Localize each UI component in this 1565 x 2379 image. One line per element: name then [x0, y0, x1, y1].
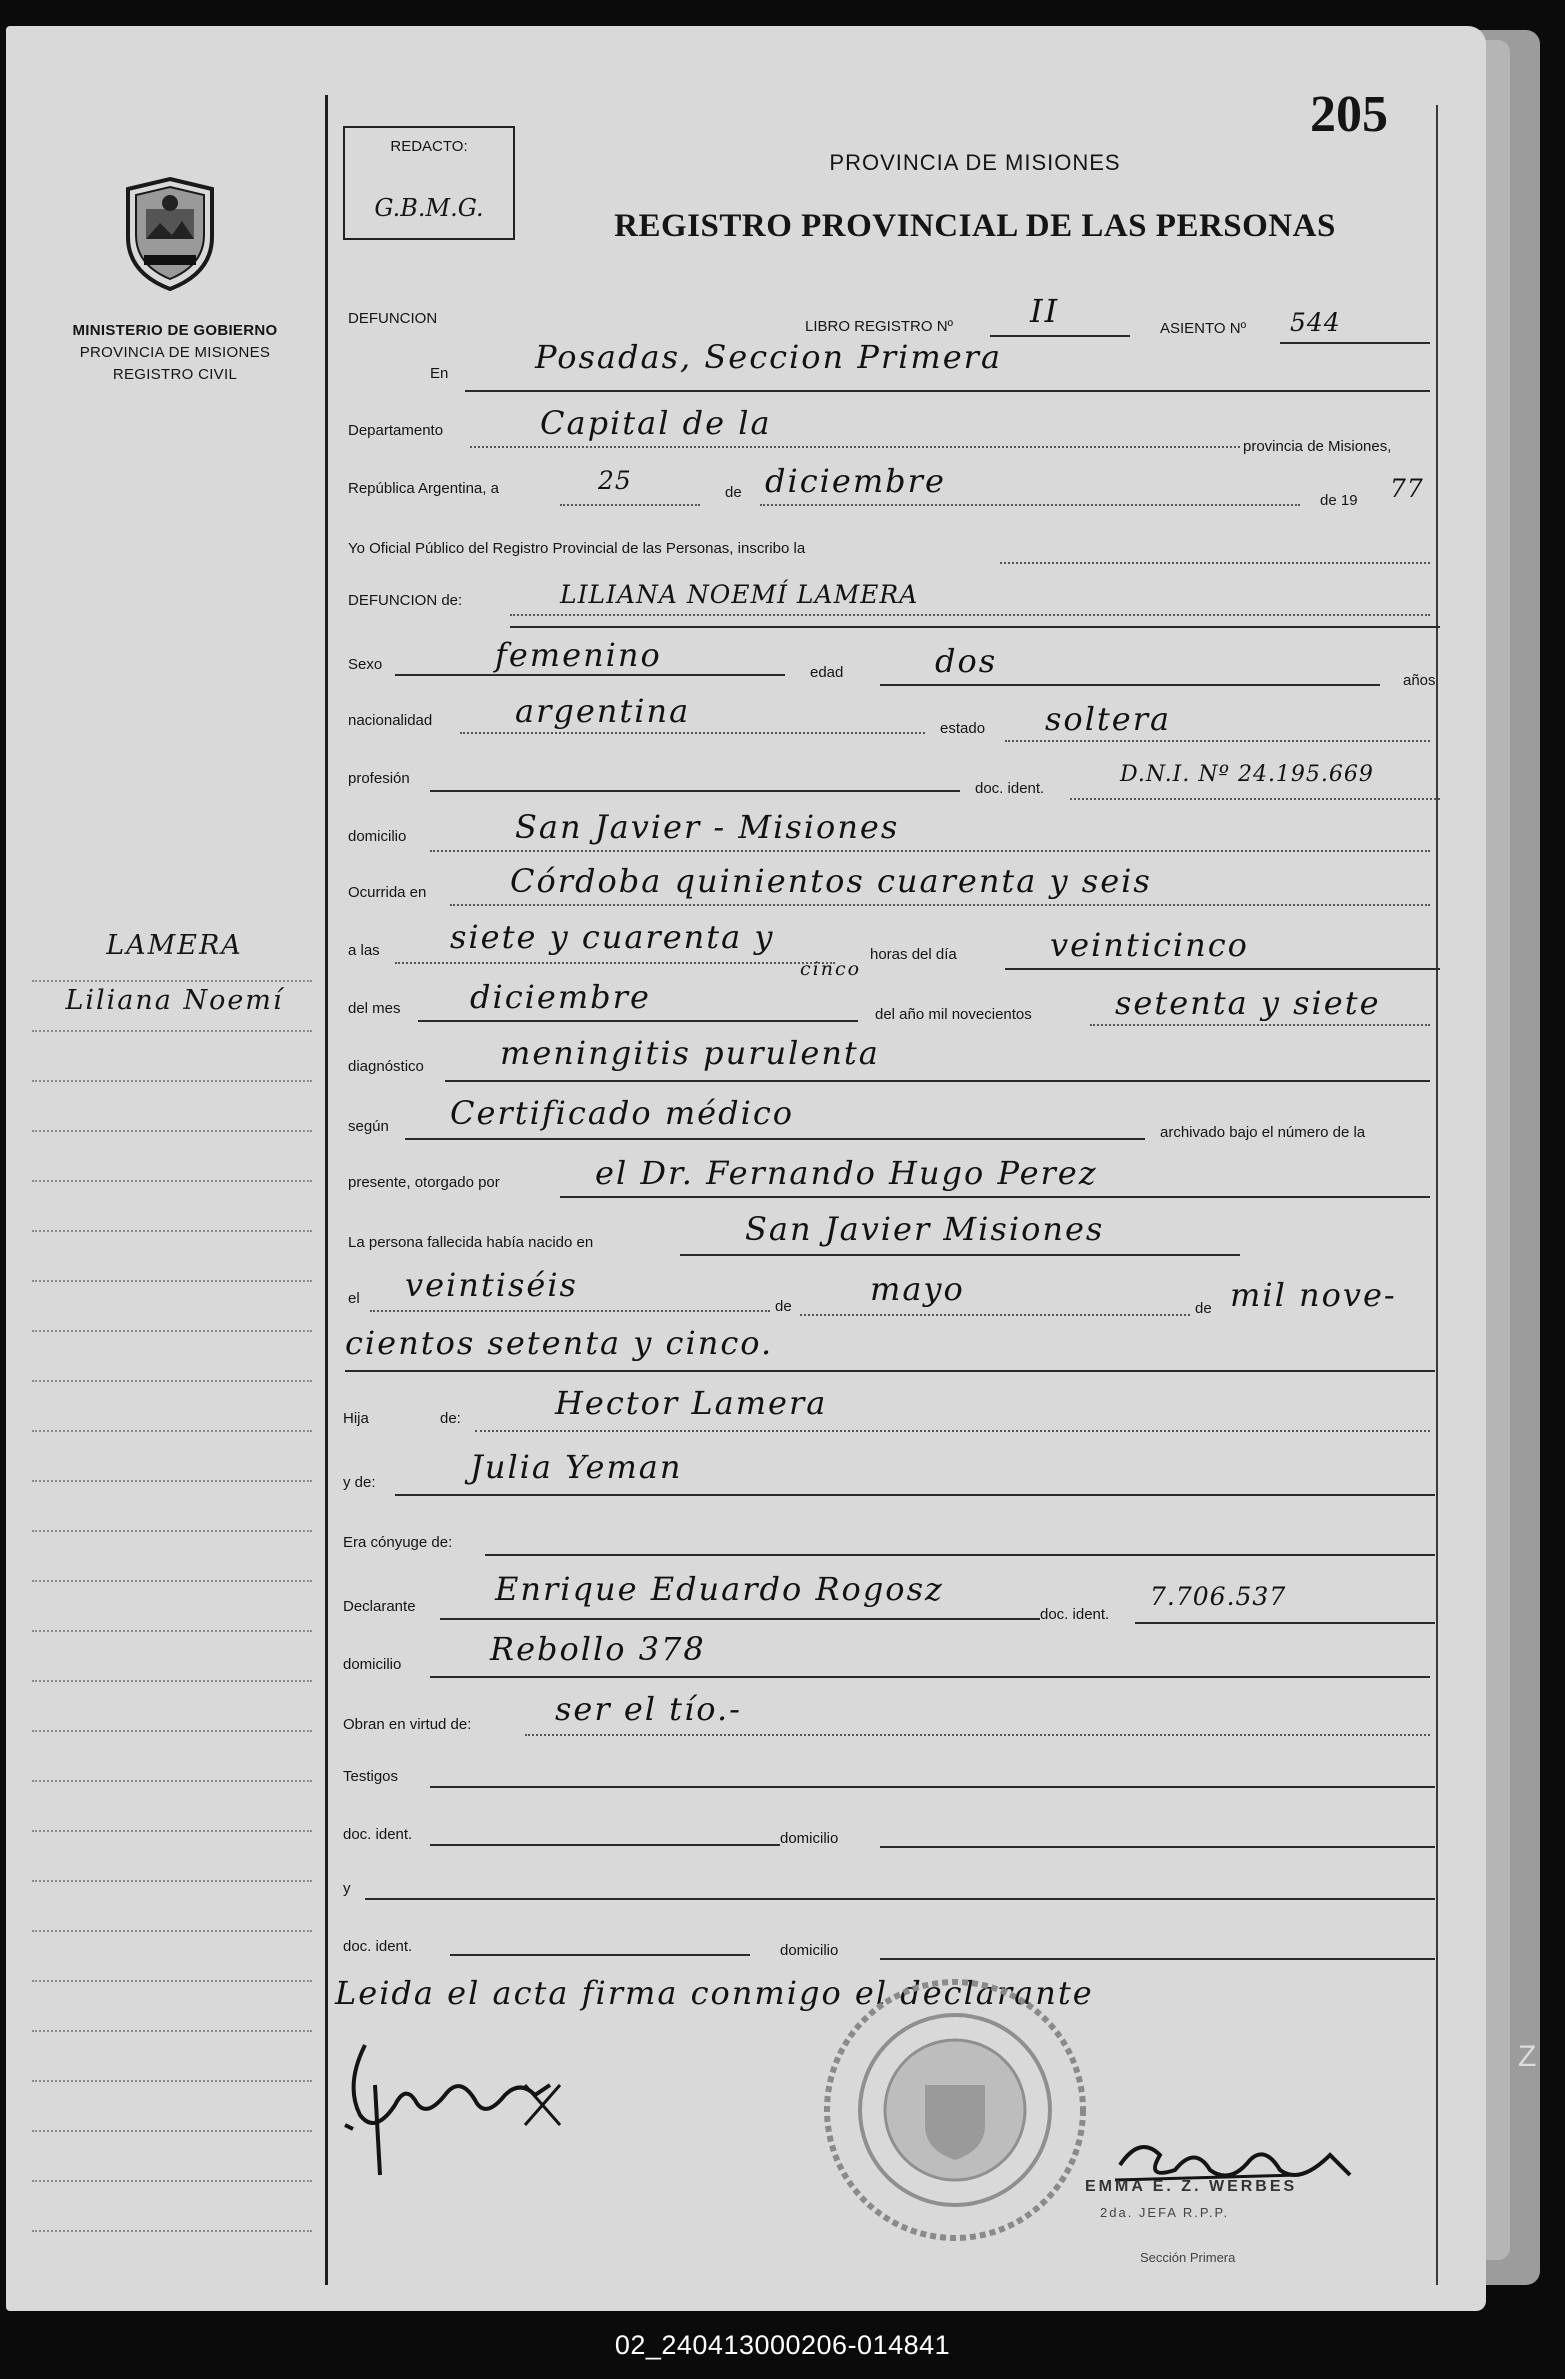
father-line [475, 1430, 1430, 1432]
right-rule [1436, 105, 1438, 2285]
decl-domicilio-value: Rebollo 378 [490, 1630, 706, 1668]
province-title: PROVINCIA DE MISIONES [829, 150, 1121, 175]
redacto-box [343, 126, 515, 240]
official-section: Sección Primera [1140, 2250, 1236, 2265]
asiento-value: 544 [1290, 308, 1341, 337]
sexo-line [395, 674, 785, 676]
declarante-doc-line [1135, 1622, 1435, 1624]
domicilio-line [430, 850, 1430, 852]
margin-line [32, 1230, 312, 1232]
margin-line [32, 2080, 312, 2082]
hijo-label: Hija [343, 1410, 369, 1427]
closing-text: Leida el acta firma conmigo el declarante [335, 1974, 1094, 2012]
ocurrida-label: Ocurrida en [348, 884, 427, 901]
segun-value: Certificado médico [450, 1094, 794, 1132]
birth-year-value-2: cientos setenta y cinco. [345, 1324, 774, 1362]
doc-ident-value: D.N.I. Nº 24.195.669 [1120, 762, 1374, 787]
ministry-name: MINISTERIO DE GOBIERNO [72, 322, 278, 339]
libro-line [990, 335, 1130, 337]
decl-domicilio-label: domicilio [343, 1656, 402, 1673]
del-mes-line [418, 1020, 858, 1022]
provincia-suffix: provincia de Misiones, [1243, 438, 1392, 455]
el-label: el [348, 1290, 360, 1307]
en-value: Posadas, Seccion Primera [535, 338, 1003, 376]
edad-label: edad [810, 664, 844, 681]
mother-line [395, 1494, 1435, 1496]
a-las-value: siete y cuarenta y [450, 918, 775, 956]
doc-ident-line [1070, 798, 1440, 800]
edad-line [880, 684, 1380, 686]
anos-label: años [1403, 672, 1436, 689]
libro-value: II [1030, 292, 1060, 330]
testigo-2-domicilio-label: domicilio [780, 1942, 839, 1959]
profesion-line [430, 790, 960, 792]
anio-line [1090, 1024, 1430, 1026]
estado-line [1005, 740, 1430, 742]
oficial-text: Yo Oficial Público del Registro Provincial de las Personas, inscribo la [348, 540, 806, 557]
year-prefix: de 19 [1320, 492, 1358, 509]
margin-rule [325, 95, 328, 2285]
archivado-label: archivado bajo el número de la [1160, 1124, 1366, 1141]
testigo-2-line [365, 1898, 1435, 1900]
registry-title: REGISTRO PROVINCIAL DE LAS PERSONAS [614, 208, 1336, 244]
defuncion-de-label: DEFUNCION de: [348, 592, 463, 609]
official-title: 2da. JEFA R.P.P. [1100, 2205, 1230, 2220]
deceased-line [510, 614, 1430, 616]
obran-line [525, 1734, 1430, 1736]
margin-line [32, 1830, 312, 1832]
domicilio-value: San Javier - Misiones [515, 808, 900, 846]
birth-day-value: veintiséis [405, 1266, 578, 1304]
anio-label: del año mil novecientos [875, 1006, 1032, 1023]
de-label-2: de [775, 1298, 792, 1315]
horas-label: horas del día [870, 946, 957, 963]
deceased-line-2 [510, 626, 1440, 628]
redacto-label: REDACTO: [390, 138, 468, 155]
margin-line [32, 1180, 312, 1182]
ministry-province: PROVINCIA DE MISIONES [79, 344, 271, 361]
anio-value: setenta y siete [1115, 984, 1381, 1022]
nacionalidad-line [460, 732, 925, 734]
provincial-seal-icon [120, 175, 220, 293]
del-mes-value: diciembre [470, 978, 651, 1016]
ministry-block [30, 320, 320, 386]
day-line [560, 504, 700, 506]
month-line [760, 504, 1300, 506]
obran-label: Obran en virtud de: [343, 1716, 472, 1733]
estado-value: soltera [1045, 700, 1172, 738]
a-las-extra: cinco [800, 958, 862, 980]
margin-line [32, 1280, 312, 1282]
testigo-2-doc-label: doc. ident. [343, 1938, 413, 1955]
margin-line [32, 2180, 312, 2182]
year-value: 77 [1390, 474, 1424, 503]
de-label: de [725, 484, 742, 501]
official-name: EMMA E. Z. WERBES [1085, 2178, 1298, 2195]
nacido-value: San Javier Misiones [745, 1210, 1105, 1248]
margin-line [32, 1330, 312, 1332]
redacto-value: G.B.M.G. [374, 194, 484, 222]
nacionalidad-label: nacionalidad [348, 712, 433, 729]
declarante-value: Enrique Eduardo Rogosz [495, 1570, 944, 1608]
margin-line [32, 1030, 312, 1032]
birth-year-line [345, 1370, 1435, 1372]
horas-value: veinticinco [1050, 926, 1249, 964]
obran-value: ser el tío.- [555, 1690, 742, 1728]
segun-label: según [348, 1118, 389, 1135]
republica-label: República Argentina, a [348, 480, 499, 497]
father-value: Hector Lamera [555, 1384, 828, 1422]
margin-line [32, 2230, 312, 2232]
declarant-signature-icon [335, 2025, 595, 2185]
margin-line [32, 1430, 312, 1432]
a-las-label: a las [348, 942, 380, 959]
edge-mark: Z [1518, 2040, 1537, 2073]
asiento-line [1280, 342, 1430, 344]
y-label: y [343, 1880, 351, 1897]
margin-line [32, 980, 312, 982]
testigo-domicilio-line [880, 1846, 1435, 1848]
libro-label: LIBRO REGISTRO Nº [805, 318, 954, 335]
testigo-doc-line [430, 1844, 780, 1846]
ocurrida-value: Córdoba quinientos cuarenta y seis [510, 862, 1152, 900]
margin-line [32, 1380, 312, 1382]
declarante-label: Declarante [343, 1598, 416, 1615]
testigo-doc-label: doc. ident. [343, 1826, 413, 1843]
sexo-label: Sexo [348, 656, 383, 673]
testigo-2-doc-line [450, 1954, 750, 1956]
birth-day-line [370, 1310, 770, 1312]
y-de-label: y de: [343, 1474, 376, 1491]
nacionalidad-value: argentina [515, 692, 691, 730]
oficial-line [1000, 562, 1430, 564]
testigos-label: Testigos [343, 1768, 399, 1785]
margin-line [32, 1980, 312, 1982]
official-stamp-icon [820, 1975, 1090, 2245]
presente-value: el Dr. Fernando Hugo Perez [595, 1154, 1098, 1192]
presente-label: presente, otorgado por [348, 1174, 500, 1191]
asiento-label: ASIENTO Nº [1160, 320, 1247, 337]
diagnostico-line [445, 1080, 1430, 1082]
en-label: En [430, 365, 449, 382]
presente-line [560, 1196, 1430, 1198]
profesion-label: profesión [348, 770, 410, 787]
margin-line [32, 1630, 312, 1632]
en-line [465, 390, 1430, 392]
margin-line [32, 2130, 312, 2132]
margin-line [32, 1880, 312, 1882]
domicilio-label: domicilio [348, 828, 407, 845]
margin-annotation-given-name: Liliana Noemí [65, 985, 284, 1016]
edad-value: dos [935, 642, 998, 680]
birth-year-value-1: mil nove- [1230, 1276, 1397, 1314]
horas-line [1005, 968, 1440, 970]
margin-line [32, 1130, 312, 1132]
decl-domicilio-line [430, 1676, 1430, 1678]
birth-month-value: mayo [870, 1270, 965, 1308]
del-mes-label: del mes [348, 1000, 401, 1017]
ministry-registry: REGISTRO CIVIL [112, 366, 238, 383]
testigo-domicilio-label: domicilio [780, 1830, 839, 1847]
segun-line [405, 1138, 1145, 1140]
declarante-doc-value: 7.706.537 [1150, 1582, 1287, 1611]
conyuge-line [485, 1554, 1435, 1556]
nacido-line [680, 1254, 1240, 1256]
departamento-line [470, 446, 1240, 448]
nacido-label: La persona fallecida había nacido en [348, 1234, 594, 1251]
image-code-footer: 02_240413000206-014841 [614, 2330, 951, 2360]
record-type-label: DEFUNCION [348, 310, 438, 327]
margin-line [32, 1730, 312, 1732]
birth-month-line [800, 1314, 1190, 1316]
margin-annotation-surname: LAMERA [106, 930, 243, 961]
conyuge-label: Era cónyuge de: [343, 1534, 453, 1551]
declarante-doc-label: doc. ident. [1040, 1606, 1110, 1623]
mother-value: Julia Yeman [470, 1448, 683, 1486]
margin-line [32, 2030, 312, 2032]
page-number: 205 [1310, 86, 1388, 143]
departamento-label: Departamento [348, 422, 444, 439]
margin-line [32, 1480, 312, 1482]
departamento-value: Capital de la [540, 404, 772, 442]
deceased-name: LILIANA NOEMÍ LAMERA [560, 580, 919, 609]
margin-line [32, 1530, 312, 1532]
hijo-de-label: de: [440, 1410, 461, 1427]
a-las-line [395, 962, 835, 964]
testigos-line [430, 1786, 1435, 1788]
doc-ident-label: doc. ident. [975, 780, 1045, 797]
day-value: 25 [598, 466, 632, 495]
margin-line [32, 1580, 312, 1582]
margin-line [32, 1680, 312, 1682]
estado-label: estado [940, 720, 986, 737]
margin-line [32, 1080, 312, 1082]
margin-line [32, 1780, 312, 1782]
de-label-3: de [1195, 1300, 1212, 1317]
declarante-line [440, 1618, 1040, 1620]
diagnostico-value: meningitis purulenta [500, 1034, 880, 1072]
margin-line [32, 1930, 312, 1932]
month-value: diciembre [765, 462, 946, 500]
diagnostico-label: diagnóstico [348, 1058, 424, 1075]
ocurrida-line [450, 904, 1430, 906]
testigo-2-domicilio-line [880, 1958, 1435, 1960]
sexo-value: femenino [495, 636, 662, 674]
